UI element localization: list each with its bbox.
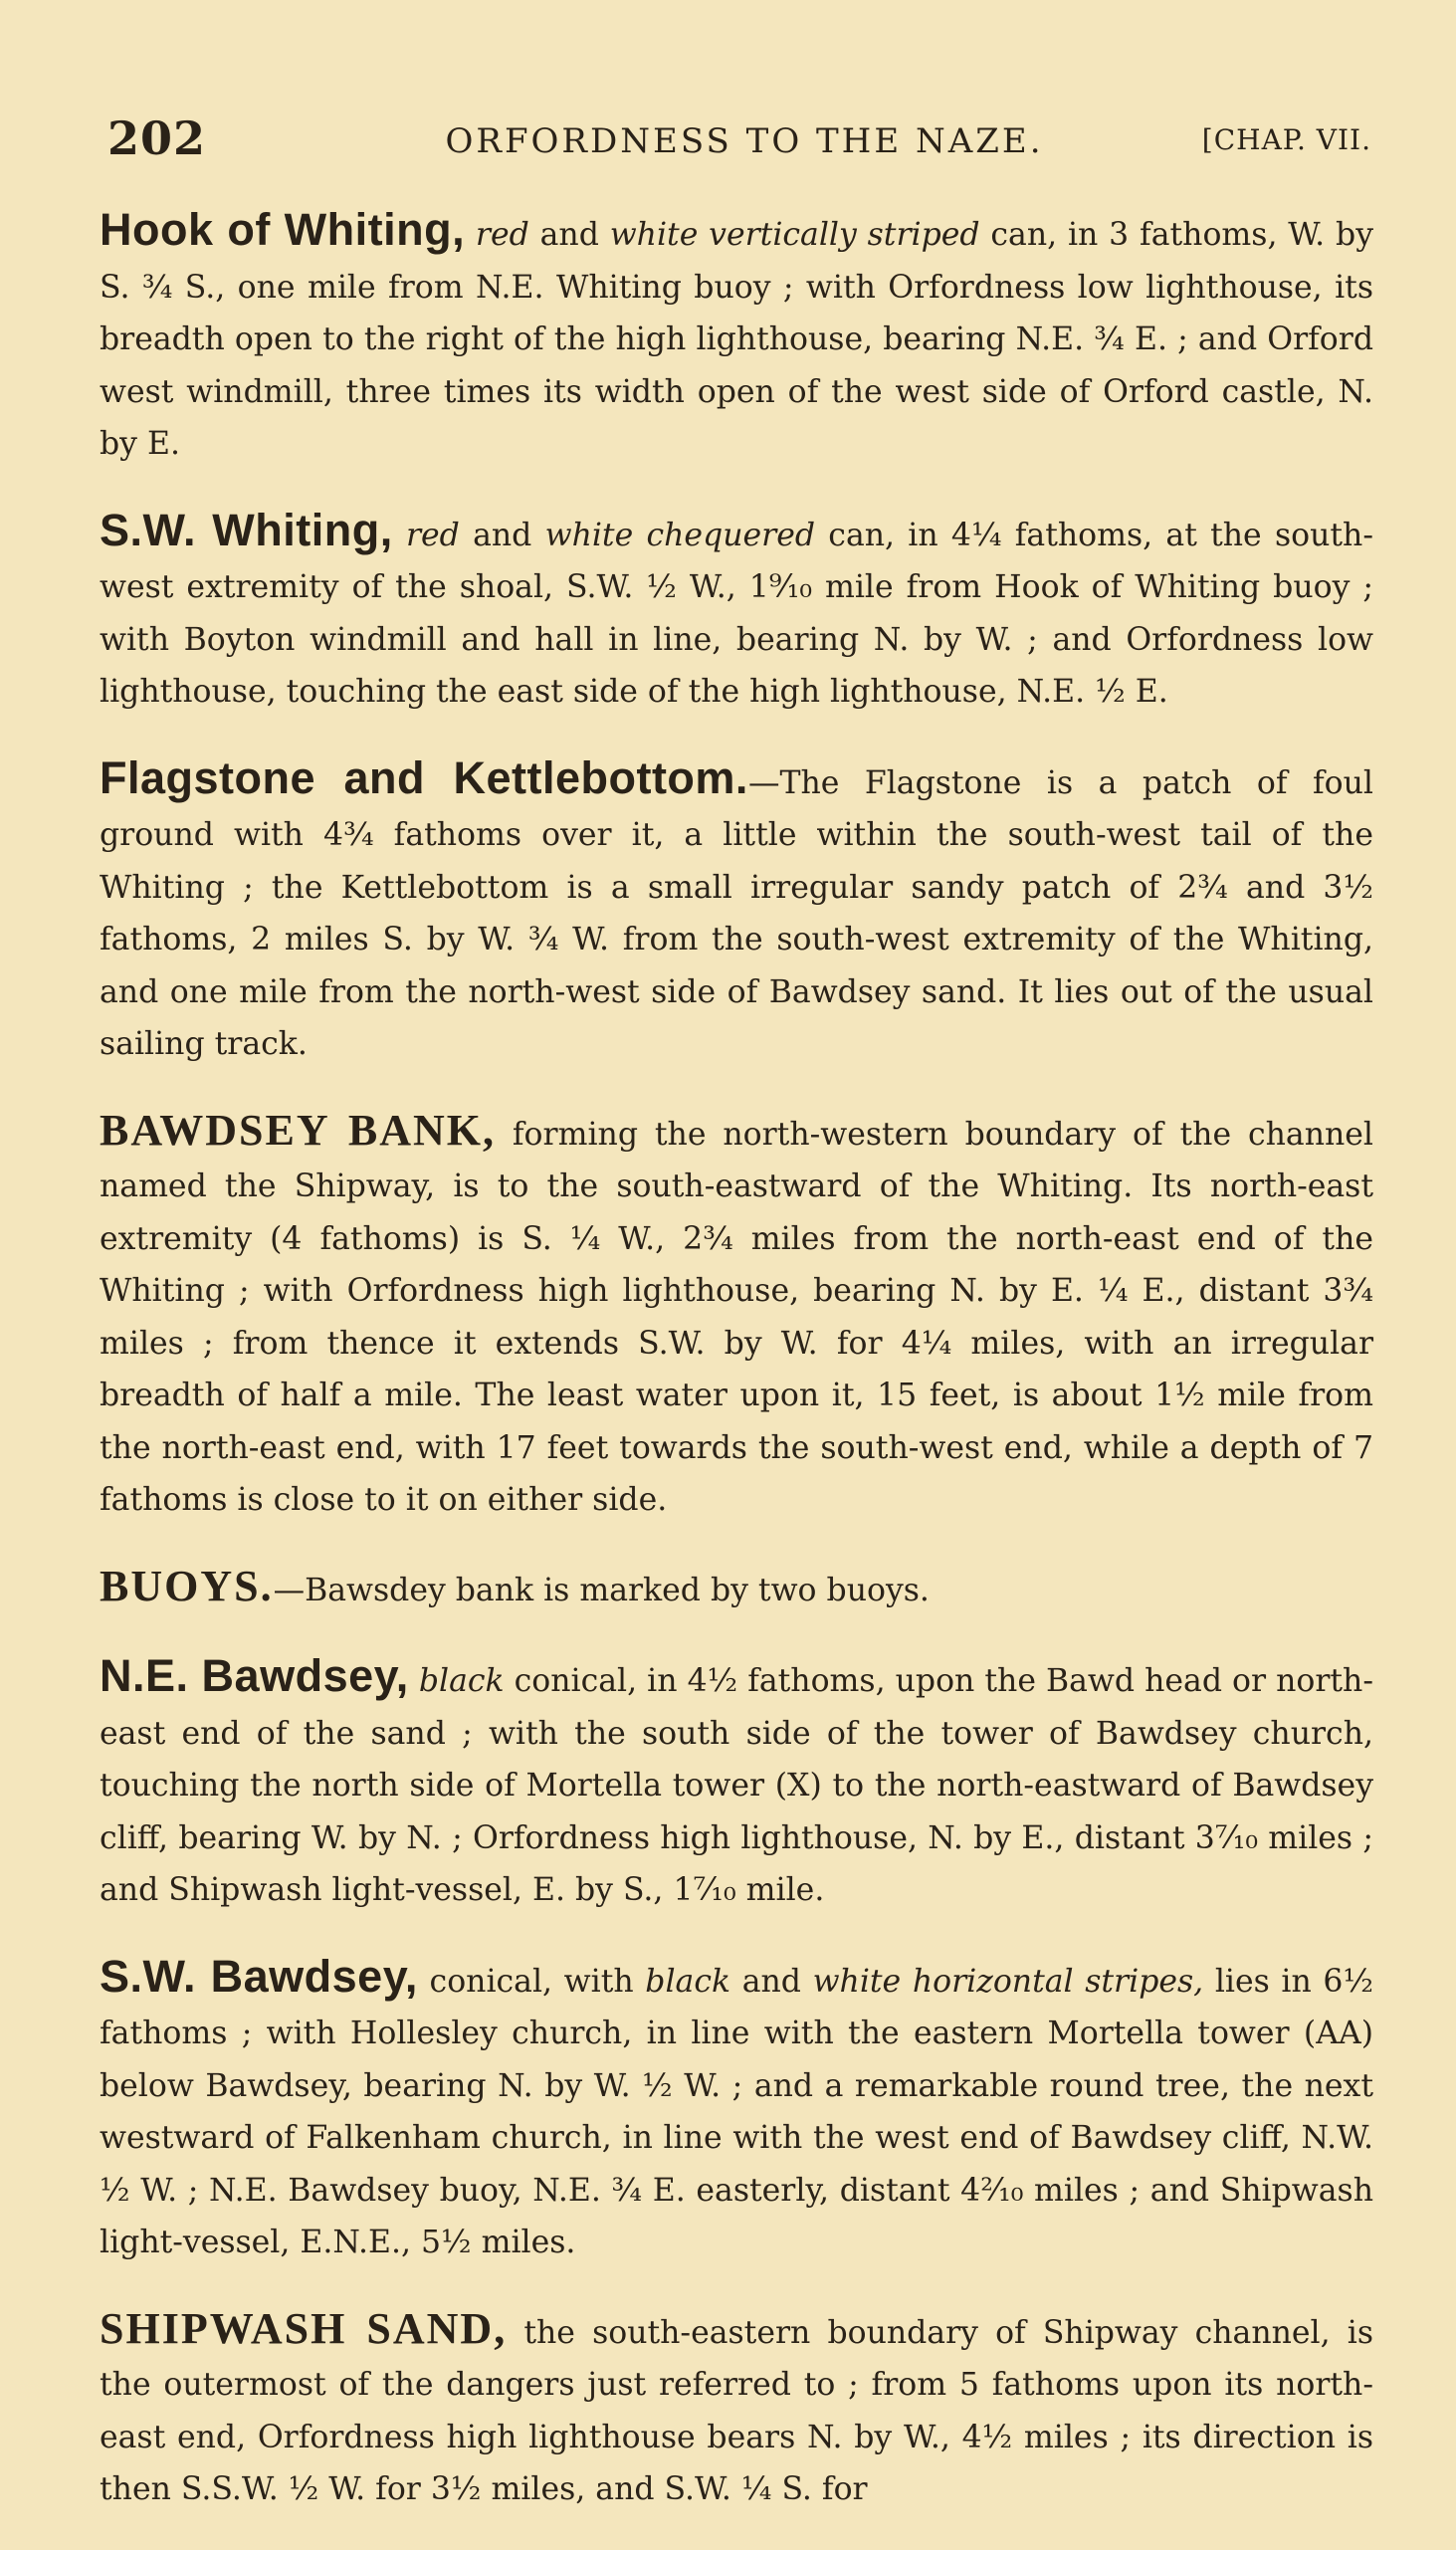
paragraph-text: —Bawsdey bank is marked by two buoys. xyxy=(273,1572,930,1608)
paragraph-text: —The Flagstone is a patch of foul ground with 4¾ fathoms over it, a little within the south-west tail of the Whiting ; the Kettlebottom is a small irregular sandy patch of 2¾ and 3½ fathoms, 2 miles S. by W. ¾ W. from the south-west extremity of the Whiting, and one mile from the north-west side of Bawdsey sand. It lies out of the usual sailing track. xyxy=(100,764,1373,1062)
running-header xyxy=(107,111,1381,175)
italic-text: white chequered xyxy=(544,517,816,553)
paragraph-heading: Hook of Whiting, xyxy=(100,204,466,255)
paragraph-heading: BAWDSEY BANK, xyxy=(100,1105,496,1155)
paragraph-text: conical, with xyxy=(417,1963,646,2000)
paragraph xyxy=(100,204,1373,471)
paragraph-text: the south-eastern boundary of Shipway channel, is the outermost of the dangers just referred to ; from 5 fathoms upon its north-east end, Orfordness high lighthouse bears N. by W., 4½ miles ; its direction is then S.S.W. ½ W. for 3½ miles, and S.W. ¼ S. for xyxy=(100,2314,1373,2507)
paragraph-text: and xyxy=(459,517,545,553)
paragraph-text xyxy=(409,1663,419,1699)
paragraph xyxy=(100,1561,1373,1617)
italic-text: red xyxy=(405,517,460,553)
paragraph-heading: N.E. Bawdsey, xyxy=(100,1650,409,1701)
paragraph xyxy=(100,1650,1373,1917)
paragraph-heading: Flagstone and Kettlebottom. xyxy=(100,751,748,803)
italic-text: white vertically striped xyxy=(609,217,980,253)
paragraph-heading: S.W. Whiting, xyxy=(100,504,393,555)
paragraph-heading: BUOYS. xyxy=(100,1561,274,1610)
paragraph-text: can, in 3 fathoms, W. by S. ¾ S., one mile from N.E. Whiting buoy ; with Orfordness low lighthouse, its breadth open to the right of the high lighthouse, bearing N.E. ¾ E. ; and Orford west windmill, three times its width open of the west side of Orford castle, N. by E. xyxy=(100,217,1373,462)
italic-text: red xyxy=(475,217,529,253)
paragraph-text: and xyxy=(730,1963,813,2000)
paragraph xyxy=(100,2303,1373,2516)
page-number: 202 xyxy=(107,111,207,165)
paragraph-text xyxy=(465,217,476,253)
paragraph xyxy=(100,1105,1373,1527)
paragraph-text xyxy=(393,518,406,553)
paragraph xyxy=(100,505,1373,719)
chapter-label: [CHAP. VII. xyxy=(1201,123,1371,156)
paragraph xyxy=(100,1951,1373,2269)
paragraph-text: lies in 6½ fathoms ; with Hollesley church, in line with the eastern Mortella tower (AA) below Bawdsey, bearing N. by W. ½ W. ; and a remarkable round tree, the next westward of Falkenham church, in line with the west end of Bawdsey cliff, N.W. ½ W. ; N.E. Bawdsey buoy, N.E. ¾ E. easterly, distant 4²⁄₁₀ miles ; and Shipwash light-vessel, E.N.E., 5½ miles. xyxy=(100,1963,1374,2260)
italic-text: white horizontal stripes, xyxy=(812,1963,1204,2000)
italic-text: black xyxy=(418,1663,505,1699)
italic-text: black xyxy=(645,1963,731,2000)
paragraph-text: forming the north-western boundary of the channel named the Shipway, is to the south-eastward of the Whiting. Its north-east extremity (4 fathoms) is S. ¼ W., 2¾ miles from the north-east end of the Whiting ; with Orfordness high lighthouse, bearing N. by E. ¼ E., distant 3¾ miles ; from thence it extends S.W. by W. for 4¼ miles, with an irregular breadth of half a mile. The least water upon it, 15 feet, is about 1½ mile from the north-east end, with 17 feet towards the south-west end, while a depth of 7 fathoms is close to it on either side. xyxy=(100,1116,1374,1518)
paragraph xyxy=(100,752,1373,1071)
paragraph-heading: SHIPWASH SAND, xyxy=(100,2303,508,2353)
paragraph-text: and xyxy=(528,217,610,253)
paragraph-text: conical, in 4½ fathoms, upon the Bawd head or north-east end of the sand ; with the south side of the tower of Bawdsey church, touching the north side of Mortella tower (X) to the north-eastward of Bawdsey cliff, bearing W. by N. ; Orfordness high lighthouse, N. by E., distant 3⁷⁄₁₀ miles ; and Shipwash light-vessel, E. by S., 1⁷⁄₁₀ mile. xyxy=(100,1663,1373,1908)
paragraph-heading: S.W. Bawdsey, xyxy=(100,1950,418,2002)
page-body xyxy=(100,204,1373,2550)
running-title: ORFORDNESS TO THE NAZE. xyxy=(445,121,1044,161)
paragraph-text: can, in 4¼ fathoms, at the south-west extremity of the shoal, S.W. ½ W., 1⁹⁄₁₀ mile from Hook of Whiting buoy ; with Boyton windmill and hall in line, bearing N. by W. ; and Orfordness low lighthouse, touching the east side of the high lighthouse, N.E. ½ E. xyxy=(100,517,1373,710)
